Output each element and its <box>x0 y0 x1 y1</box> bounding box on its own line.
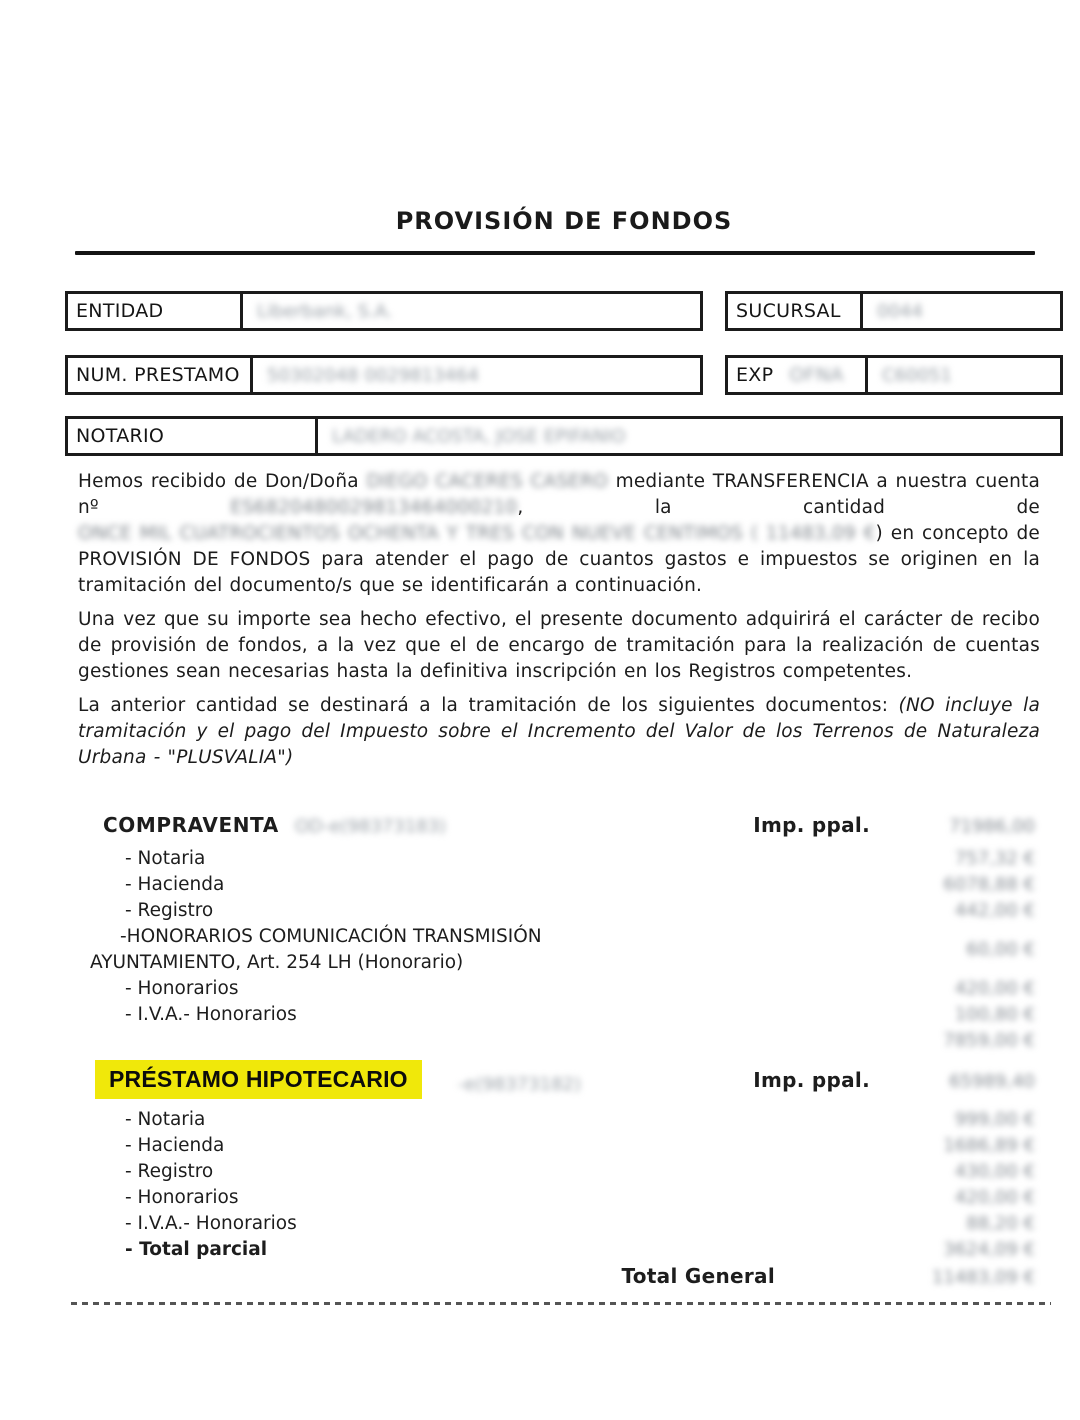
prestamo-imp-ppal-label: Imp. ppal. <box>753 1067 870 1092</box>
item-amount-redacted: 757,32 € <box>954 848 1035 869</box>
p1-text-4: ) en concepto de PROVISIÓN DE FONDOS para atender el pago de cuantos gastos e impuestos se originen en la tramitación del documento/s que se identificarán a continuación. <box>78 523 1041 596</box>
item-label-line2: AYUNTAMIENTO, Art. 254 LH (Honorario) <box>90 952 464 973</box>
compraventa-item-iva-honorarios <box>78 1002 1040 1028</box>
notario-field-box <box>65 416 1063 456</box>
document-title: PROVISIÓN DE FONDOS <box>395 207 733 235</box>
sucursal-value-cell <box>863 294 1060 328</box>
p1-text-2: mediante TRANSFERENCIA a nuestra cuenta nº <box>78 471 1040 518</box>
item-amount-redacted: 100,80 € <box>954 1004 1035 1025</box>
entidad-label: ENTIDAD <box>68 294 243 328</box>
document-body <box>78 469 1040 1291</box>
item-label: - Hacienda <box>125 874 225 895</box>
p3-normal-text: La anterior cantidad se destinará a la tramitación de los siguientes documentos: <box>78 695 899 716</box>
item-amount-redacted: 420,00 € <box>954 978 1035 999</box>
prestamo-item-notaria <box>78 1107 1040 1133</box>
item-label: - I.V.A.- Honorarios <box>125 1004 297 1025</box>
sucursal-value-redacted: 0044 <box>877 300 923 322</box>
paragraph-destination <box>78 693 1040 771</box>
item-label: - Hacienda <box>125 1135 225 1156</box>
item-amount-redacted: 999,00 € <box>954 1109 1035 1130</box>
p3-italic-plusvalia-note: (NO incluye la tramitación y el pago del Impuesto sobre el Incremento del Valor de los Terrenos de Naturaleza Urbana - "PLUSVALIA") <box>78 695 1040 768</box>
total-general-label: Total General <box>621 1264 775 1288</box>
p1-text-1: Hemos recibido de Don/Doña <box>78 471 367 492</box>
prestamo-imp-ppal-value-redacted: 65989,40 <box>949 1070 1035 1092</box>
p1-payer-name-redacted: DIEGO CACERES CASERO <box>366 471 609 492</box>
entidad-value-cell <box>243 294 700 328</box>
compraventa-title: COMPRAVENTA <box>103 813 279 837</box>
prestamo-header <box>78 1060 1040 1099</box>
exp-label-cell <box>728 358 868 392</box>
item-label-total-parcial: - Total parcial <box>125 1239 268 1260</box>
num-prestamo-value-redacted: 50302048 0029813464 <box>267 364 479 386</box>
p1-account-number-redacted: ES6820480029813464000210 <box>230 497 518 518</box>
item-label: - Honorarios <box>125 1187 239 1208</box>
notario-label: NOTARIO <box>68 419 318 453</box>
item-amount-redacted: 420,00 € <box>954 1187 1035 1208</box>
prestamo-items <box>78 1107 1040 1291</box>
paragraph-received-funds <box>78 469 1040 599</box>
compraventa-header <box>78 811 1040 841</box>
compraventa-imp-ppal-value-redacted: 71986,00 <box>949 816 1035 837</box>
item-amount-redacted: 88,20 € <box>966 1213 1035 1234</box>
prestamo-item-hacienda <box>78 1133 1040 1159</box>
notario-value-redacted: LADERO ACOSTA, JOSE EPIFANIO <box>332 425 626 447</box>
field-row-entidad-sucursal <box>65 291 1063 331</box>
prestamo-item-total-parcial <box>78 1237 1040 1263</box>
exp-value-redacted: C60051 <box>882 364 952 386</box>
exp-label: EXP <box>736 364 774 386</box>
entidad-field-box <box>65 291 703 331</box>
compraventa-item-registro <box>78 898 1040 924</box>
compraventa-subtotal-redacted: 7859,00 € <box>943 1030 1035 1051</box>
item-amount-redacted: 442,00 € <box>954 900 1035 921</box>
field-row-notario <box>65 416 1063 456</box>
compraventa-items <box>78 846 1040 1054</box>
notario-value-cell <box>318 419 1060 453</box>
item-label-line1: -HONORARIOS COMUNICACIÓN TRANSMISIÓN <box>120 926 542 947</box>
p1-amount-words-redacted: ONCE MIL CUATROCIENTOS OCHENTA Y TRES CON NUEVE CENTIMOS ( 11483,09 € <box>78 523 876 544</box>
item-label: - Registro <box>125 1161 214 1182</box>
page-bottom-dashed-divider <box>71 1302 1051 1305</box>
prestamo-imp-ppal-group <box>753 1068 1040 1092</box>
compraventa-item-honorarios-comunicacion <box>78 924 1040 976</box>
item-amount-redacted: 6078,88 € <box>943 874 1035 895</box>
entidad-value-redacted: Liberbank, S.A. <box>257 300 393 322</box>
compraventa-subtotal-row <box>78 1028 1040 1054</box>
sucursal-field-box <box>725 291 1063 331</box>
field-row-prestamo-exp <box>65 355 1063 395</box>
item-label: - Registro <box>125 900 214 921</box>
paragraph-receipt-terms: Una vez que su importe sea hecho efectivo, el presente documento adquirirá el carácter de recibo de provisión de fondos, a la vez que el de encargo de tramitación para la realización de cuentas gestiones sean necesarias hasta la definitiva inscripción en los Registros competentes. <box>78 609 1040 682</box>
item-label: - Notaria <box>125 1109 206 1130</box>
num-prestamo-label: NUM. PRESTAMO <box>68 358 253 392</box>
prestamo-item-registro <box>78 1159 1040 1185</box>
title-rule <box>75 251 1035 255</box>
item-amount-redacted: 60,00 € <box>966 939 1035 960</box>
item-amount-redacted: 430,00 € <box>954 1161 1035 1182</box>
compraventa-item-hacienda <box>78 872 1040 898</box>
item-amount-redacted: 1686,89 € <box>943 1135 1035 1156</box>
num-prestamo-field-box <box>65 355 703 395</box>
compraventa-item-honorarios <box>78 976 1040 1002</box>
total-general-amount-redacted: 11483,09 € <box>931 1267 1035 1288</box>
item-label: - I.V.A.- Honorarios <box>125 1213 297 1234</box>
exp-value-cell <box>868 358 1060 392</box>
sucursal-label: SUCURSAL <box>728 294 863 328</box>
item-label: - Notaria <box>125 848 206 869</box>
num-prestamo-value-cell <box>253 358 700 392</box>
prestamo-item-honorarios <box>78 1185 1040 1211</box>
prestamo-item-iva-honorarios <box>78 1211 1040 1237</box>
exp-field-box <box>725 355 1063 395</box>
p1-text-3: , la cantidad de <box>517 497 1040 518</box>
compraventa-imp-ppal-group <box>753 811 1040 841</box>
item-amount-redacted: 3624,09 € <box>943 1239 1035 1260</box>
prestamo-highlight-title: PRÉSTAMO HIPOTECARIO <box>95 1060 422 1099</box>
item-label-two-lines <box>78 924 542 976</box>
prestamo-code-redacted: -e(98373182) <box>457 1074 581 1095</box>
total-general-row <box>78 1263 1040 1291</box>
compraventa-imp-ppal-label: Imp. ppal. <box>753 813 870 837</box>
exp-label-value-redacted: OFNA <box>789 364 844 386</box>
compraventa-item-notaria <box>78 846 1040 872</box>
item-label: - Honorarios <box>125 978 239 999</box>
compraventa-code-redacted: OD-e(98373183) <box>294 816 447 837</box>
